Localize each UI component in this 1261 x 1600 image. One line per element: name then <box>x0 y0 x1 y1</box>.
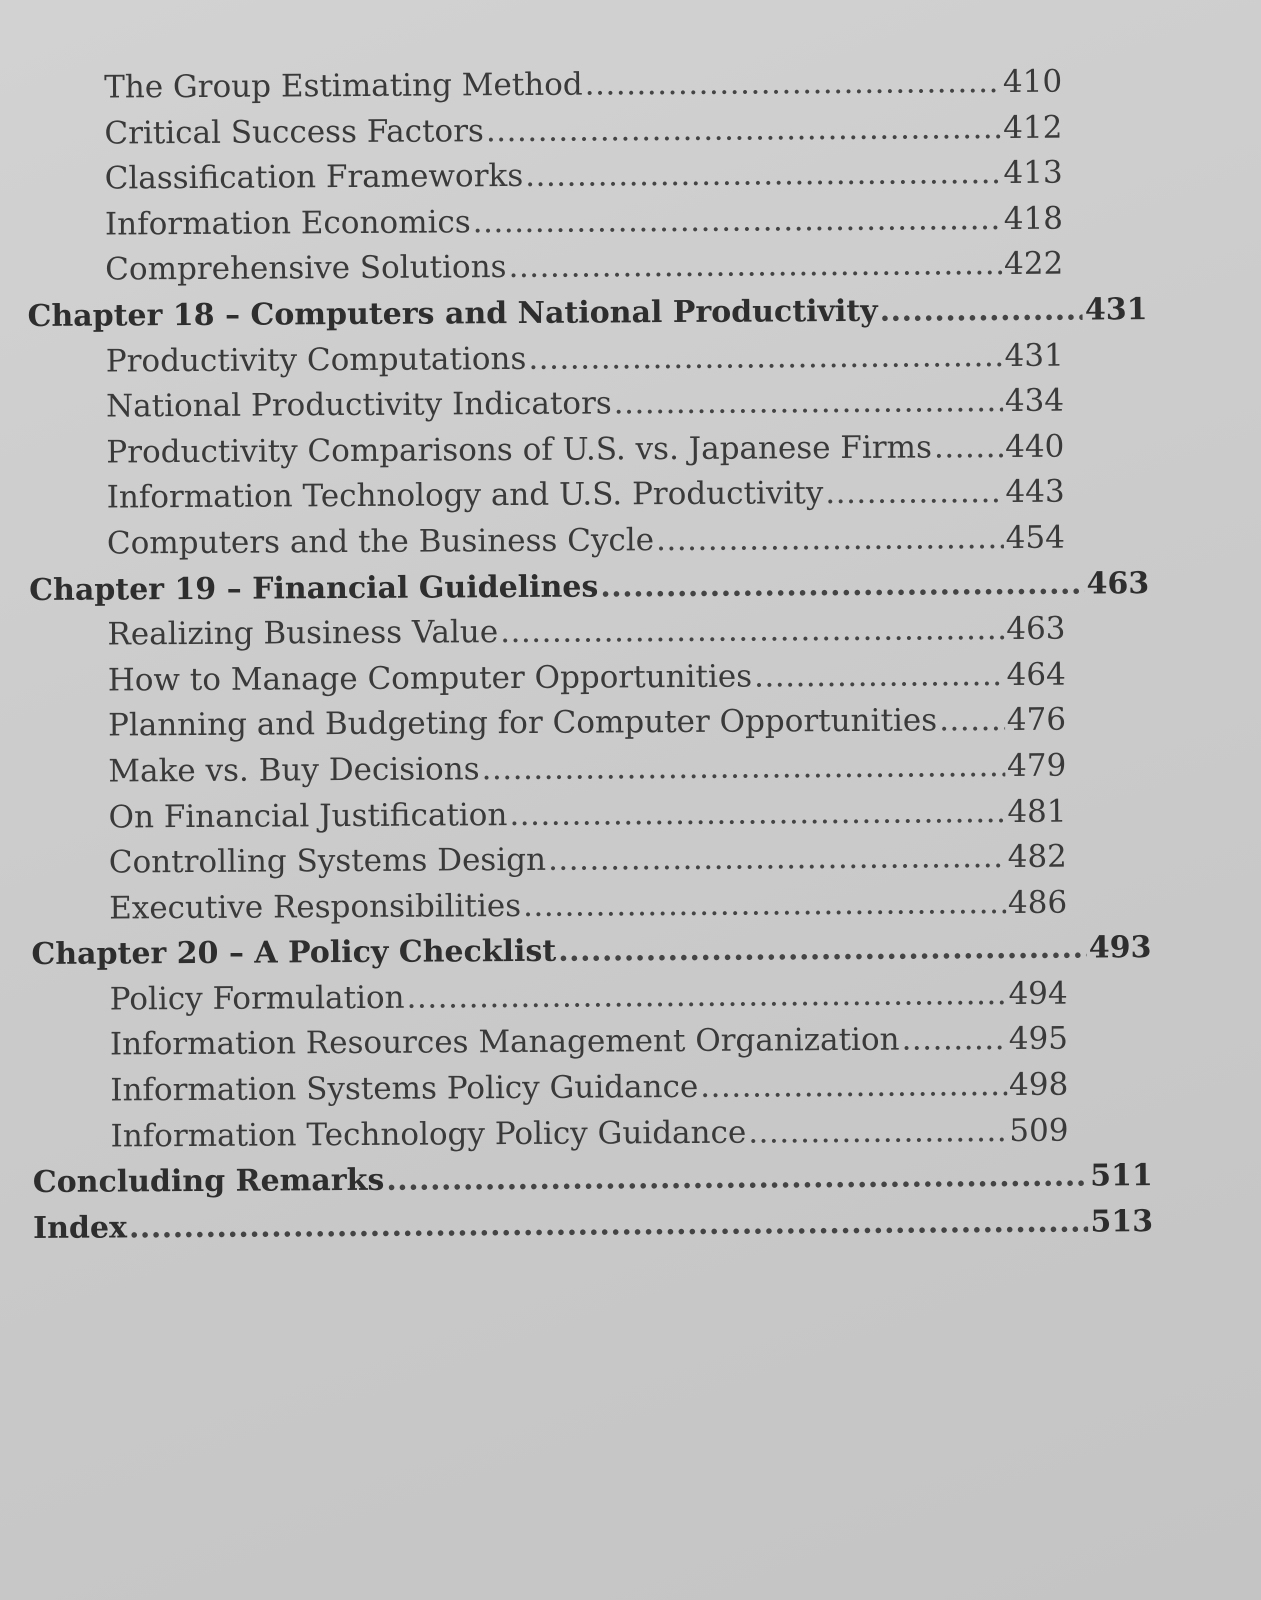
toc-entry-page-number: 431 <box>1004 337 1064 374</box>
toc-section-entry <box>32 1017 1068 1069</box>
toc-section-entry <box>30 789 1066 841</box>
dot-leader <box>825 470 1003 517</box>
dot-leader <box>508 242 1002 291</box>
toc-entry-title: Information Resources Management Organization <box>109 1022 900 1063</box>
toc-entry-title: Controlling Systems Design <box>108 841 547 881</box>
dot-leader <box>600 561 1085 610</box>
toc-entry-page-number: 476 <box>1006 701 1067 739</box>
toc-entry-title: Computers and the Business Cycle <box>106 522 655 562</box>
toc-entry-title: Classification Frameworks <box>104 158 524 197</box>
table-of-contents <box>26 59 1153 1251</box>
toc-section-entry <box>32 972 1068 1024</box>
toc-entry-page-number: 412 <box>1003 109 1063 146</box>
toc-section-entry <box>31 880 1067 932</box>
toc-entry-page-number: 410 <box>1002 63 1063 101</box>
dot-leader <box>406 972 1006 1021</box>
toc-entry-title: The Group Estimating Method <box>104 66 583 106</box>
toc-chapter-entry <box>33 1199 1153 1251</box>
toc-section-entry <box>30 652 1066 704</box>
dot-leader <box>528 334 1003 382</box>
toc-entry-title: Information Economics <box>104 204 471 243</box>
toc-entry-title: National Productivity Indicators <box>105 385 612 425</box>
toc-section-entry <box>29 470 1065 522</box>
toc-section-entry <box>30 698 1066 750</box>
toc-section-entry <box>30 744 1066 796</box>
toc-entry-title: Information Technology Policy Guidance <box>110 1114 747 1155</box>
toc-section-entry <box>29 516 1065 568</box>
toc-entry-title: Chapter 18 – Computers and National Productivity <box>27 293 878 334</box>
dot-leader <box>558 926 1087 975</box>
toc-entry-title: How to Manage Computer Opportunities <box>107 658 753 699</box>
toc-entry-page-number: 464 <box>1006 656 1066 693</box>
toc-section-entry <box>26 105 1062 157</box>
toc-entry-title: Index <box>32 1210 128 1246</box>
toc-entry-title: Information Systems Policy Guidance <box>110 1068 699 1109</box>
toc-entry-title: Realizing Business Value <box>107 614 499 653</box>
toc-entry-title: Comprehensive Solutions <box>105 249 507 288</box>
toc-section-entry <box>32 1063 1068 1115</box>
dot-leader <box>934 425 1004 471</box>
toc-entry-title: Productivity Comparisons of U.S. vs. Japanese Firms <box>106 429 933 471</box>
dot-leader <box>486 106 1002 155</box>
toc-section-entry <box>29 607 1065 659</box>
toc-entry-title: Planning and Budgeting for Computer Opportunities <box>107 702 938 744</box>
toc-section-entry <box>26 60 1062 112</box>
toc-entry-page-number: 454 <box>1005 519 1066 556</box>
toc-entry-title: Critical Success Factors <box>104 112 484 152</box>
dot-leader <box>901 1017 1007 1063</box>
toc-entry-page-number: 479 <box>1007 747 1067 784</box>
toc-entry-title: Policy Formulation <box>109 979 405 1018</box>
toc-chapter-entry <box>33 1153 1153 1205</box>
dot-leader <box>473 197 1002 246</box>
dot-leader <box>481 744 1005 793</box>
dot-leader <box>939 698 1005 744</box>
toc-entry-page-number: 431 <box>1084 292 1148 328</box>
dot-leader <box>585 60 1002 108</box>
dot-leader <box>500 607 1004 656</box>
toc-entry-page-number: 486 <box>1007 884 1068 921</box>
toc-section-entry <box>27 151 1063 203</box>
toc-section-entry <box>28 333 1064 385</box>
toc-entry-page-number: 509 <box>1009 1112 1069 1149</box>
toc-entry-page-number: 443 <box>1005 474 1065 511</box>
toc-entry-page-number: 413 <box>1003 154 1063 192</box>
dot-leader <box>509 790 1005 839</box>
dot-leader <box>614 379 1003 427</box>
toc-entry-title: On Financial Justification <box>108 796 508 836</box>
toc-entry-page-number: 513 <box>1090 1203 1154 1240</box>
toc-section-entry <box>27 196 1063 248</box>
toc-section-entry <box>31 835 1067 887</box>
dot-leader <box>129 1199 1089 1250</box>
toc-entry-page-number: 434 <box>1004 382 1065 420</box>
toc-entry-title: Chapter 19 – Financial Guidelines <box>29 569 599 608</box>
toc-section-entry <box>28 424 1064 476</box>
toc-entry-page-number: 418 <box>1003 200 1064 237</box>
toc-entry-page-number: 482 <box>1007 838 1067 876</box>
toc-entry-page-number: 440 <box>1005 428 1065 465</box>
toc-entry-page-number: 495 <box>1008 1021 1069 1058</box>
toc-entry-page-number: 511 <box>1090 1158 1153 1194</box>
toc-section-entry <box>32 1108 1068 1160</box>
dot-leader <box>525 151 1002 200</box>
toc-section-entry <box>27 242 1063 294</box>
dot-leader <box>880 288 1084 335</box>
toc-entry-title: Concluding Remarks <box>32 1163 385 1201</box>
toc-entry-title: Productivity Computations <box>105 340 527 380</box>
toc-entry-page-number: 498 <box>1008 1066 1069 1104</box>
dot-leader <box>656 516 1004 564</box>
dot-leader <box>754 653 1005 700</box>
dot-leader <box>386 1154 1088 1204</box>
toc-entry-page-number: 493 <box>1088 930 1152 966</box>
toc-entry-title: Make vs. Buy Decisions <box>108 751 480 790</box>
dot-leader <box>700 1063 1007 1110</box>
toc-chapter-entry <box>31 925 1151 977</box>
dot-leader <box>523 881 1006 930</box>
toc-entry-page-number: 463 <box>1086 565 1150 602</box>
toc-entry-page-number: 422 <box>1003 246 1064 283</box>
toc-entry-title: Information Technology and U.S. Productivity <box>106 475 824 516</box>
toc-entry-title: Executive Responsibilities <box>109 887 522 927</box>
toc-chapter-entry <box>29 561 1149 613</box>
toc-entry-title: Chapter 20 – A Policy Checklist <box>31 934 557 973</box>
dot-leader <box>748 1109 1007 1156</box>
toc-entry-page-number: 463 <box>1006 610 1066 648</box>
toc-section-entry <box>28 379 1064 431</box>
dot-leader <box>548 835 1006 883</box>
toc-chapter-entry <box>27 287 1147 339</box>
toc-entry-page-number: 494 <box>1008 975 1068 1012</box>
toc-entry-page-number: 481 <box>1007 793 1067 830</box>
